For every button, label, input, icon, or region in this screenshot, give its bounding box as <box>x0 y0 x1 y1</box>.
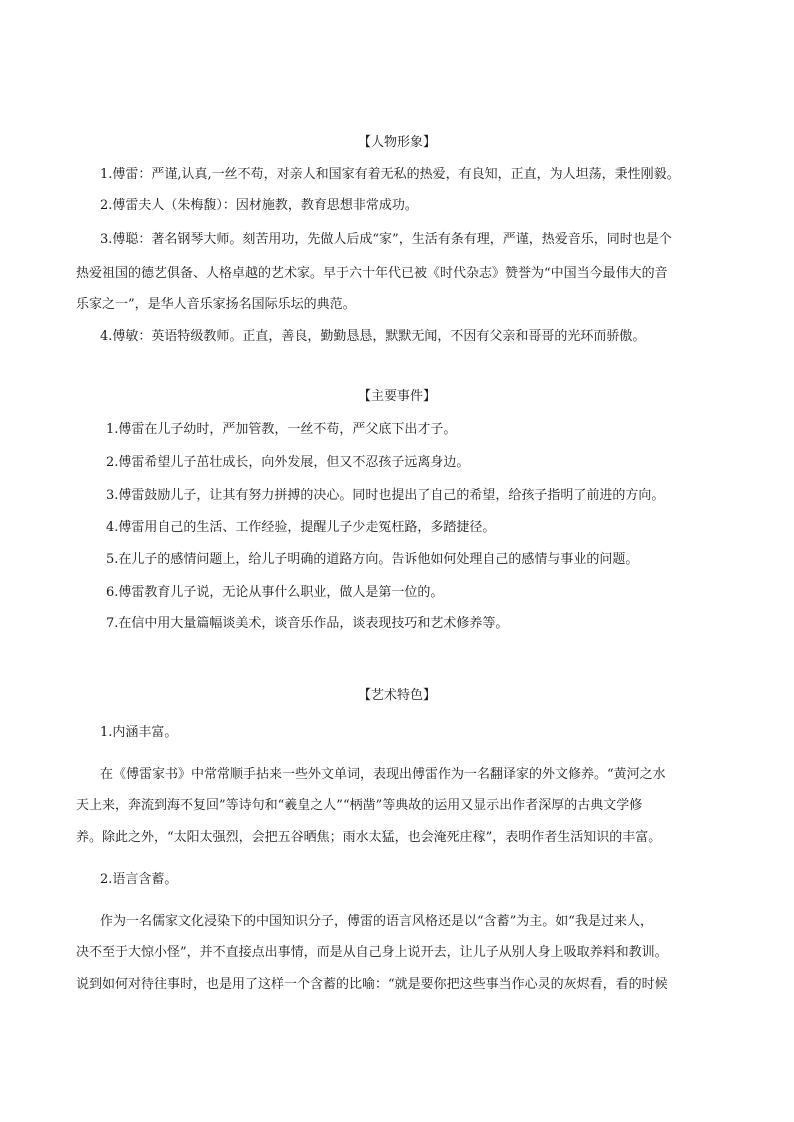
art-para-2-line-2: 决不至于大惊小怪”，并不直接点出事情，而是从自己身上说开去，让儿子从别人身上吸取养料和教训。 <box>76 945 668 960</box>
section-heading-art: 【艺术特色】 <box>357 688 436 703</box>
art-para-1-line-1: 在《傅雷家书》中常常顺手拈来一些外文单词，表现出傅雷作为一名翻译家的外文修养。“黄河之水 <box>100 767 666 782</box>
art-para-2-line-3: 说到如何对待往事时，也是用了这样一个含蓄的比喻：“就是要你把这些事当作心灵的灰烬看，看的时候 <box>76 977 668 992</box>
art-point-1-title: 1.内涵丰富。 <box>100 725 178 740</box>
event-item-6: 6.傅雷教育儿子说，无论从事什么职业，做人是第一位的。 <box>106 585 444 600</box>
section-heading-characters: 【人物形象】 <box>357 135 436 150</box>
character-item-1: 1.傅雷：严谨,认真,一丝不苟，对亲人和国家有着无私的热爱，有良知，正直，为人坦荡，秉性刚毅。 <box>100 167 680 182</box>
character-item-3-cont-1: 热爱祖国的德艺俱备、人格卓越的艺术家。早于六十年代已被《时代杂志》赞誉为“中国当今最伟大的音 <box>76 266 668 281</box>
event-item-2: 2.傅雷希望儿子茁壮成长，向外发展，但又不忍孩子远离身边。 <box>106 455 470 470</box>
art-para-1-line-3: 养。除此之外，“太阳太强烈，会把五谷晒焦；雨水太猛，也会淹死庄稼”，表明作者生活知识的丰富。 <box>76 830 662 845</box>
character-item-4: 4.傅敏：英语特级教师。正直，善良，勤勤恳恳，默默无闻，不因有父亲和哥哥的光环而骄傲。 <box>100 329 646 344</box>
section-heading-events: 【主要事件】 <box>357 389 436 404</box>
character-item-3: 3.傅聪：著名钢琴大师。刻苦用功，先做人后成“家”，生活有条有理，严谨，热爱音乐，同时也是个 <box>100 232 672 247</box>
event-item-4: 4.傅雷用自己的生活、工作经验，提醒儿子少走冤枉路，多踏捷径。 <box>106 520 496 535</box>
art-point-2-title: 2.语言含蓄。 <box>100 872 178 887</box>
art-para-2-line-1: 作为一名儒家文化浸染下的中国知识分子，傅雷的语言风格还是以“含蓄”为主。如“我是过来人， <box>100 914 653 929</box>
event-item-7: 7.在信中用大量篇幅谈美术，谈音乐作品，谈表现技巧和艺术修养等。 <box>106 616 509 631</box>
character-item-3-cont-2: 乐家之一”，是华人音乐家扬名国际乐坛的典范。 <box>76 297 356 312</box>
event-item-1: 1.傅雷在儿子幼时，严加管教，一丝不苟，严父底下出才子。 <box>106 422 457 437</box>
character-item-2: 2.傅雷夫人（朱梅馥）：因材施教，教育思想非常成功。 <box>100 198 418 213</box>
art-para-1-line-2: 天上来，奔流到海不复回”等诗句和“羲皇之人”“柄凿”等典故的运用又显示出作者深厚的古典文学修 <box>76 798 643 813</box>
event-item-3: 3.傅雷鼓励儿子，让其有努力拼搏的决心。同时也提出了自己的希望，给孩子指明了前进的方向。 <box>106 488 665 503</box>
event-item-5: 5.在儿子的感情问题上，给儿子明确的道路方向。告诉他如何处理自己的感情与事业的问题。 <box>106 552 639 567</box>
